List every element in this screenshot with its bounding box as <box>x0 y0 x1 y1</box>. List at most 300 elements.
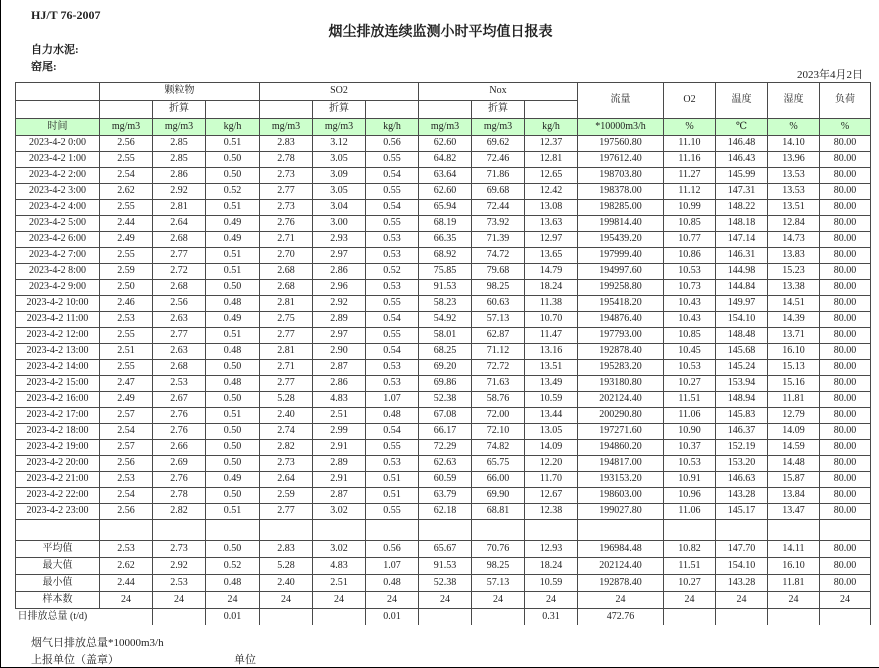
value-cell: 66.17 <box>419 424 472 440</box>
value-cell: 0.51 <box>206 136 260 152</box>
time-cell: 2023-4-2 6:00 <box>16 232 100 248</box>
value-cell: 199258.80 <box>578 280 664 296</box>
value-cell: 69.20 <box>419 360 472 376</box>
value-cell: 2.56 <box>100 136 153 152</box>
value-cell: 2.64 <box>153 216 206 232</box>
value-cell: 194860.20 <box>578 440 664 456</box>
value-cell: 80.00 <box>820 280 871 296</box>
empty-cell <box>664 520 716 541</box>
value-cell: 0.55 <box>366 328 419 344</box>
value-cell: 0.55 <box>366 152 419 168</box>
value-cell: 15.16 <box>768 376 820 392</box>
table-row <box>16 136 871 152</box>
value-cell: 0.51 <box>206 408 260 424</box>
value-cell: 0.01 <box>206 609 260 626</box>
value-cell: 80.00 <box>820 558 871 575</box>
value-cell: 2.81 <box>153 200 206 216</box>
value-cell: 10.53 <box>664 360 716 376</box>
value-cell: 2.56 <box>100 504 153 520</box>
value-cell: 2.54 <box>100 168 153 184</box>
value-cell: 2.77 <box>260 376 313 392</box>
value-cell: 75.85 <box>419 264 472 280</box>
time-cell: 2023-4-2 9:00 <box>16 280 100 296</box>
monitoring-site: 窑尾: <box>31 61 57 73</box>
value-cell: 13.08 <box>525 200 578 216</box>
table-row <box>16 248 871 264</box>
value-cell: 15.23 <box>768 264 820 280</box>
value-cell: 148.22 <box>716 200 768 216</box>
value-cell: 11.10 <box>664 136 716 152</box>
value-cell: 71.86 <box>472 168 525 184</box>
value-cell: 14.09 <box>525 440 578 456</box>
unit-cell: % <box>820 119 871 136</box>
unit-cell: mg/m3 <box>472 119 525 136</box>
value-cell: 2.86 <box>313 376 366 392</box>
value-cell: 0.49 <box>206 312 260 328</box>
value-cell: 10.59 <box>525 575 578 592</box>
footer-flow-note: 烟气日排放总量*10000m3/h <box>31 637 164 649</box>
value-cell: 80.00 <box>820 424 871 440</box>
value-cell: 0.56 <box>366 136 419 152</box>
value-cell: 10.86 <box>664 248 716 264</box>
daily-total-label: 日排放总量 (t/d) <box>16 609 153 626</box>
value-cell: 197793.00 <box>578 328 664 344</box>
empty-cell <box>820 520 871 541</box>
value-cell: 0.48 <box>366 575 419 592</box>
value-cell: 154.10 <box>716 558 768 575</box>
value-cell: 3.12 <box>313 136 366 152</box>
value-cell: 11.70 <box>525 472 578 488</box>
value-cell: 0.54 <box>366 344 419 360</box>
value-cell: 80.00 <box>820 312 871 328</box>
empty-header-cell <box>419 101 472 119</box>
value-cell: 146.43 <box>716 152 768 168</box>
value-cell: 2.82 <box>260 440 313 456</box>
value-cell: 0.54 <box>366 312 419 328</box>
empty-header-cell <box>16 101 100 119</box>
time-cell: 2023-4-2 10:00 <box>16 296 100 312</box>
value-cell: 0.50 <box>206 280 260 296</box>
table-row <box>16 184 871 200</box>
value-cell: 10.45 <box>664 344 716 360</box>
value-cell: 70.76 <box>472 541 525 558</box>
value-cell: 80.00 <box>820 232 871 248</box>
value-cell: 80.00 <box>820 184 871 200</box>
value-cell: 2.76 <box>153 424 206 440</box>
header-load: 负荷 <box>820 83 871 119</box>
value-cell: 197999.40 <box>578 248 664 264</box>
value-cell: 13.51 <box>525 360 578 376</box>
value-cell: 72.44 <box>472 200 525 216</box>
value-cell: 13.53 <box>768 168 820 184</box>
value-cell: 200290.80 <box>578 408 664 424</box>
value-cell: 80.00 <box>820 200 871 216</box>
value-cell: 2.71 <box>260 360 313 376</box>
value-cell: 154.10 <box>716 312 768 328</box>
value-cell: 18.24 <box>525 558 578 575</box>
value-cell: 14.79 <box>525 264 578 280</box>
value-cell: 12.93 <box>525 541 578 558</box>
value-cell <box>153 609 206 626</box>
value-cell: 2.73 <box>260 200 313 216</box>
summary-row <box>16 575 871 592</box>
value-cell: 80.00 <box>820 264 871 280</box>
value-cell: 24 <box>768 592 820 609</box>
value-cell: 14.11 <box>768 541 820 558</box>
value-cell: 80.00 <box>820 456 871 472</box>
value-cell: 2.55 <box>100 200 153 216</box>
value-cell: 194876.40 <box>578 312 664 328</box>
value-cell: 0.48 <box>206 344 260 360</box>
value-cell: 0.51 <box>206 200 260 216</box>
value-cell: 11.27 <box>664 168 716 184</box>
value-cell: 2.57 <box>100 408 153 424</box>
value-cell: 74.82 <box>472 440 525 456</box>
value-cell: 0.55 <box>366 216 419 232</box>
value-cell: 2.96 <box>313 280 366 296</box>
value-cell: 145.24 <box>716 360 768 376</box>
value-cell: 10.70 <box>525 312 578 328</box>
value-cell: 14.48 <box>768 456 820 472</box>
value-cell: 12.79 <box>768 408 820 424</box>
value-cell: 196984.48 <box>578 541 664 558</box>
value-cell: 63.79 <box>419 488 472 504</box>
value-cell: 0.54 <box>366 424 419 440</box>
value-cell: 2.81 <box>260 344 313 360</box>
value-cell: 10.53 <box>664 264 716 280</box>
value-cell: 80.00 <box>820 408 871 424</box>
value-cell: 58.01 <box>419 328 472 344</box>
value-cell: 0.53 <box>366 456 419 472</box>
value-cell: 60.63 <box>472 296 525 312</box>
value-cell: 0.49 <box>206 216 260 232</box>
value-cell: 12.42 <box>525 184 578 200</box>
value-cell: 72.72 <box>472 360 525 376</box>
empty-header-cell <box>100 101 153 119</box>
value-cell: 13.38 <box>768 280 820 296</box>
value-cell: 153.94 <box>716 376 768 392</box>
time-cell: 2023-4-2 22:00 <box>16 488 100 504</box>
table-row <box>16 344 871 360</box>
value-cell: 69.90 <box>472 488 525 504</box>
value-cell: 2.63 <box>153 344 206 360</box>
value-cell: 62.87 <box>472 328 525 344</box>
table-row <box>16 312 871 328</box>
unit-cell: % <box>664 119 716 136</box>
table-row <box>16 360 871 376</box>
value-cell: 10.96 <box>664 488 716 504</box>
unit-cell: ℃ <box>716 119 768 136</box>
value-cell: 1.07 <box>366 392 419 408</box>
value-cell: 71.39 <box>472 232 525 248</box>
value-cell: 3.05 <box>313 152 366 168</box>
value-cell: 2.87 <box>313 360 366 376</box>
value-cell: 2.67 <box>153 392 206 408</box>
value-cell: 13.84 <box>768 488 820 504</box>
empty-cell <box>419 520 472 541</box>
value-cell: 192878.40 <box>578 344 664 360</box>
value-cell: 2.70 <box>260 248 313 264</box>
value-cell: 16.10 <box>768 558 820 575</box>
value-cell: 2.53 <box>100 472 153 488</box>
value-cell: 2.62 <box>100 558 153 575</box>
value-cell: 0.54 <box>366 168 419 184</box>
value-cell: 11.12 <box>664 184 716 200</box>
header-group-row <box>16 83 871 101</box>
time-cell: 2023-4-2 2:00 <box>16 168 100 184</box>
table-row <box>16 232 871 248</box>
value-cell: 193153.20 <box>578 472 664 488</box>
value-cell: 13.53 <box>768 184 820 200</box>
value-cell: 197271.60 <box>578 424 664 440</box>
value-cell: 15.13 <box>768 360 820 376</box>
group-header-nox: Nox <box>419 83 578 101</box>
value-cell: 10.82 <box>664 541 716 558</box>
value-cell: 2.68 <box>153 232 206 248</box>
value-cell: 10.85 <box>664 216 716 232</box>
time-cell: 2023-4-2 3:00 <box>16 184 100 200</box>
value-cell: 2.53 <box>153 376 206 392</box>
value-cell: 0.50 <box>206 168 260 184</box>
value-cell <box>260 609 313 626</box>
value-cell: 146.63 <box>716 472 768 488</box>
header-flow: 流量 <box>578 83 664 119</box>
value-cell: 65.67 <box>419 541 472 558</box>
value-cell: 11.47 <box>525 328 578 344</box>
value-cell <box>664 609 716 626</box>
value-cell: 24 <box>206 592 260 609</box>
value-cell: 2.44 <box>100 575 153 592</box>
value-cell: 199027.80 <box>578 504 664 520</box>
value-cell: 24 <box>100 592 153 609</box>
value-cell: 2.89 <box>313 456 366 472</box>
empty-cell <box>206 520 260 541</box>
value-cell: 2.73 <box>153 541 206 558</box>
table-row <box>16 440 871 456</box>
value-cell: 2.75 <box>260 312 313 328</box>
value-cell: 2.51 <box>313 408 366 424</box>
value-cell: 0.50 <box>206 424 260 440</box>
value-cell: 2.68 <box>260 264 313 280</box>
value-cell: 10.53 <box>664 456 716 472</box>
value-cell <box>768 609 820 626</box>
value-cell: 2.77 <box>153 248 206 264</box>
value-cell: 24 <box>525 592 578 609</box>
value-cell: 11.51 <box>664 558 716 575</box>
value-cell: 2.78 <box>260 152 313 168</box>
unit-cell: mg/m3 <box>260 119 313 136</box>
summary-row <box>16 558 871 575</box>
empty-cell <box>313 520 366 541</box>
value-cell: 0.52 <box>206 558 260 575</box>
value-cell: 73.92 <box>472 216 525 232</box>
header-units-row <box>16 119 871 136</box>
value-cell: 148.18 <box>716 216 768 232</box>
value-cell: 2.76 <box>153 408 206 424</box>
time-cell: 2023-4-2 17:00 <box>16 408 100 424</box>
value-cell: 16.10 <box>768 344 820 360</box>
table-row <box>16 472 871 488</box>
value-cell: 14.73 <box>768 232 820 248</box>
converted-label: 折算 <box>313 101 366 119</box>
value-cell: 11.81 <box>768 575 820 592</box>
value-cell: 60.59 <box>419 472 472 488</box>
table-row <box>16 216 871 232</box>
value-cell: 80.00 <box>820 136 871 152</box>
value-cell: 146.31 <box>716 248 768 264</box>
value-cell: 2.85 <box>153 136 206 152</box>
value-cell: 80.00 <box>820 152 871 168</box>
table-row <box>16 488 871 504</box>
value-cell: 91.53 <box>419 558 472 575</box>
value-cell: 0.52 <box>206 184 260 200</box>
time-cell: 2023-4-2 7:00 <box>16 248 100 264</box>
value-cell: 0.51 <box>366 488 419 504</box>
value-cell: 2.62 <box>100 184 153 200</box>
value-cell: 2.47 <box>100 376 153 392</box>
footer-unit-label: 单位 <box>234 654 256 666</box>
value-cell: 2.91 <box>313 440 366 456</box>
value-cell: 2.68 <box>153 360 206 376</box>
value-cell: 198703.80 <box>578 168 664 184</box>
value-cell: 0.55 <box>366 504 419 520</box>
value-cell: 0.51 <box>206 248 260 264</box>
unit-cell: kg/h <box>366 119 419 136</box>
value-cell: 13.65 <box>525 248 578 264</box>
unit-cell: mg/m3 <box>313 119 366 136</box>
value-cell: 62.60 <box>419 136 472 152</box>
value-cell: 2.71 <box>260 232 313 248</box>
value-cell: 1.07 <box>366 558 419 575</box>
value-cell: 80.00 <box>820 328 871 344</box>
value-cell: 10.37 <box>664 440 716 456</box>
value-cell: 10.43 <box>664 296 716 312</box>
value-cell: 202124.40 <box>578 392 664 408</box>
value-cell: 2.49 <box>100 232 153 248</box>
value-cell: 145.68 <box>716 344 768 360</box>
report-date: 2023年4月2日 <box>797 69 863 81</box>
value-cell: 0.55 <box>366 440 419 456</box>
value-cell: 2.40 <box>260 575 313 592</box>
value-cell: 67.08 <box>419 408 472 424</box>
value-cell: 146.48 <box>716 136 768 152</box>
value-cell <box>419 609 472 626</box>
value-cell: 52.38 <box>419 392 472 408</box>
value-cell: 54.92 <box>419 312 472 328</box>
value-cell: 68.25 <box>419 344 472 360</box>
value-cell: 2.66 <box>153 440 206 456</box>
value-cell: 2.92 <box>153 558 206 575</box>
value-cell: 0.51 <box>206 328 260 344</box>
unit-cell: mg/m3 <box>100 119 153 136</box>
value-cell: 13.51 <box>768 200 820 216</box>
value-cell: 2.76 <box>260 216 313 232</box>
value-cell: 2.55 <box>100 328 153 344</box>
value-cell: 13.44 <box>525 408 578 424</box>
value-cell: 2.63 <box>153 312 206 328</box>
header-humidity: 湿度 <box>768 83 820 119</box>
value-cell: 4.83 <box>313 558 366 575</box>
value-cell: 13.63 <box>525 216 578 232</box>
value-cell: 4.83 <box>313 392 366 408</box>
value-cell: 3.02 <box>313 504 366 520</box>
value-cell: 0.53 <box>366 232 419 248</box>
value-cell: 0.53 <box>366 280 419 296</box>
value-cell: 13.16 <box>525 344 578 360</box>
value-cell: 0.50 <box>206 392 260 408</box>
time-cell: 2023-4-2 16:00 <box>16 392 100 408</box>
value-cell: 0.55 <box>366 296 419 312</box>
value-cell: 2.55 <box>100 152 153 168</box>
value-cell: 2.49 <box>100 392 153 408</box>
value-cell: 11.38 <box>525 296 578 312</box>
value-cell: 12.81 <box>525 152 578 168</box>
value-cell: 10.91 <box>664 472 716 488</box>
time-cell: 2023-4-2 4:00 <box>16 200 100 216</box>
value-cell: 192878.40 <box>578 575 664 592</box>
value-cell: 0.55 <box>366 184 419 200</box>
value-cell: 2.50 <box>100 280 153 296</box>
value-cell: 24 <box>820 592 871 609</box>
empty-cell <box>153 520 206 541</box>
value-cell: 65.94 <box>419 200 472 216</box>
value-cell: 12.38 <box>525 504 578 520</box>
value-cell: 0.49 <box>206 472 260 488</box>
value-cell: 2.73 <box>260 168 313 184</box>
unit-cell: mg/m3 <box>153 119 206 136</box>
value-cell: 2.90 <box>313 344 366 360</box>
value-cell: 2.83 <box>260 136 313 152</box>
value-cell: 5.28 <box>260 558 313 575</box>
page-title: 烟尘排放连续监测小时平均值日报表 <box>328 25 553 40</box>
value-cell: 2.53 <box>153 575 206 592</box>
time-cell: 2023-4-2 15:00 <box>16 376 100 392</box>
value-cell: 79.68 <box>472 264 525 280</box>
report-table-body <box>16 136 871 626</box>
value-cell: 10.77 <box>664 232 716 248</box>
value-cell: 3.02 <box>313 541 366 558</box>
value-cell: 12.67 <box>525 488 578 504</box>
time-header: 时间 <box>16 119 100 136</box>
summary-row <box>16 592 871 609</box>
value-cell: 24 <box>260 592 313 609</box>
value-cell: 2.85 <box>153 152 206 168</box>
footer-report-unit: 上报单位（盖章） <box>31 654 119 666</box>
value-cell: 2.54 <box>100 424 153 440</box>
empty-cell <box>768 520 820 541</box>
value-cell: 2.68 <box>260 280 313 296</box>
value-cell: 148.48 <box>716 328 768 344</box>
value-cell: 80.00 <box>820 488 871 504</box>
empty-cell <box>16 520 100 541</box>
value-cell: 143.28 <box>716 575 768 592</box>
value-cell <box>313 609 366 626</box>
value-cell: 0.51 <box>206 504 260 520</box>
converted-label: 折算 <box>153 101 206 119</box>
table-row <box>16 424 871 440</box>
value-cell: 2.91 <box>313 472 366 488</box>
value-cell: 2.77 <box>260 184 313 200</box>
value-cell: 2.86 <box>313 264 366 280</box>
value-cell: 72.10 <box>472 424 525 440</box>
value-cell: 69.86 <box>419 376 472 392</box>
value-cell: 145.17 <box>716 504 768 520</box>
value-cell: 2.77 <box>260 328 313 344</box>
value-cell: 0.48 <box>206 575 260 592</box>
table-row <box>16 392 871 408</box>
value-cell: 24 <box>419 592 472 609</box>
value-cell: 72.00 <box>472 408 525 424</box>
